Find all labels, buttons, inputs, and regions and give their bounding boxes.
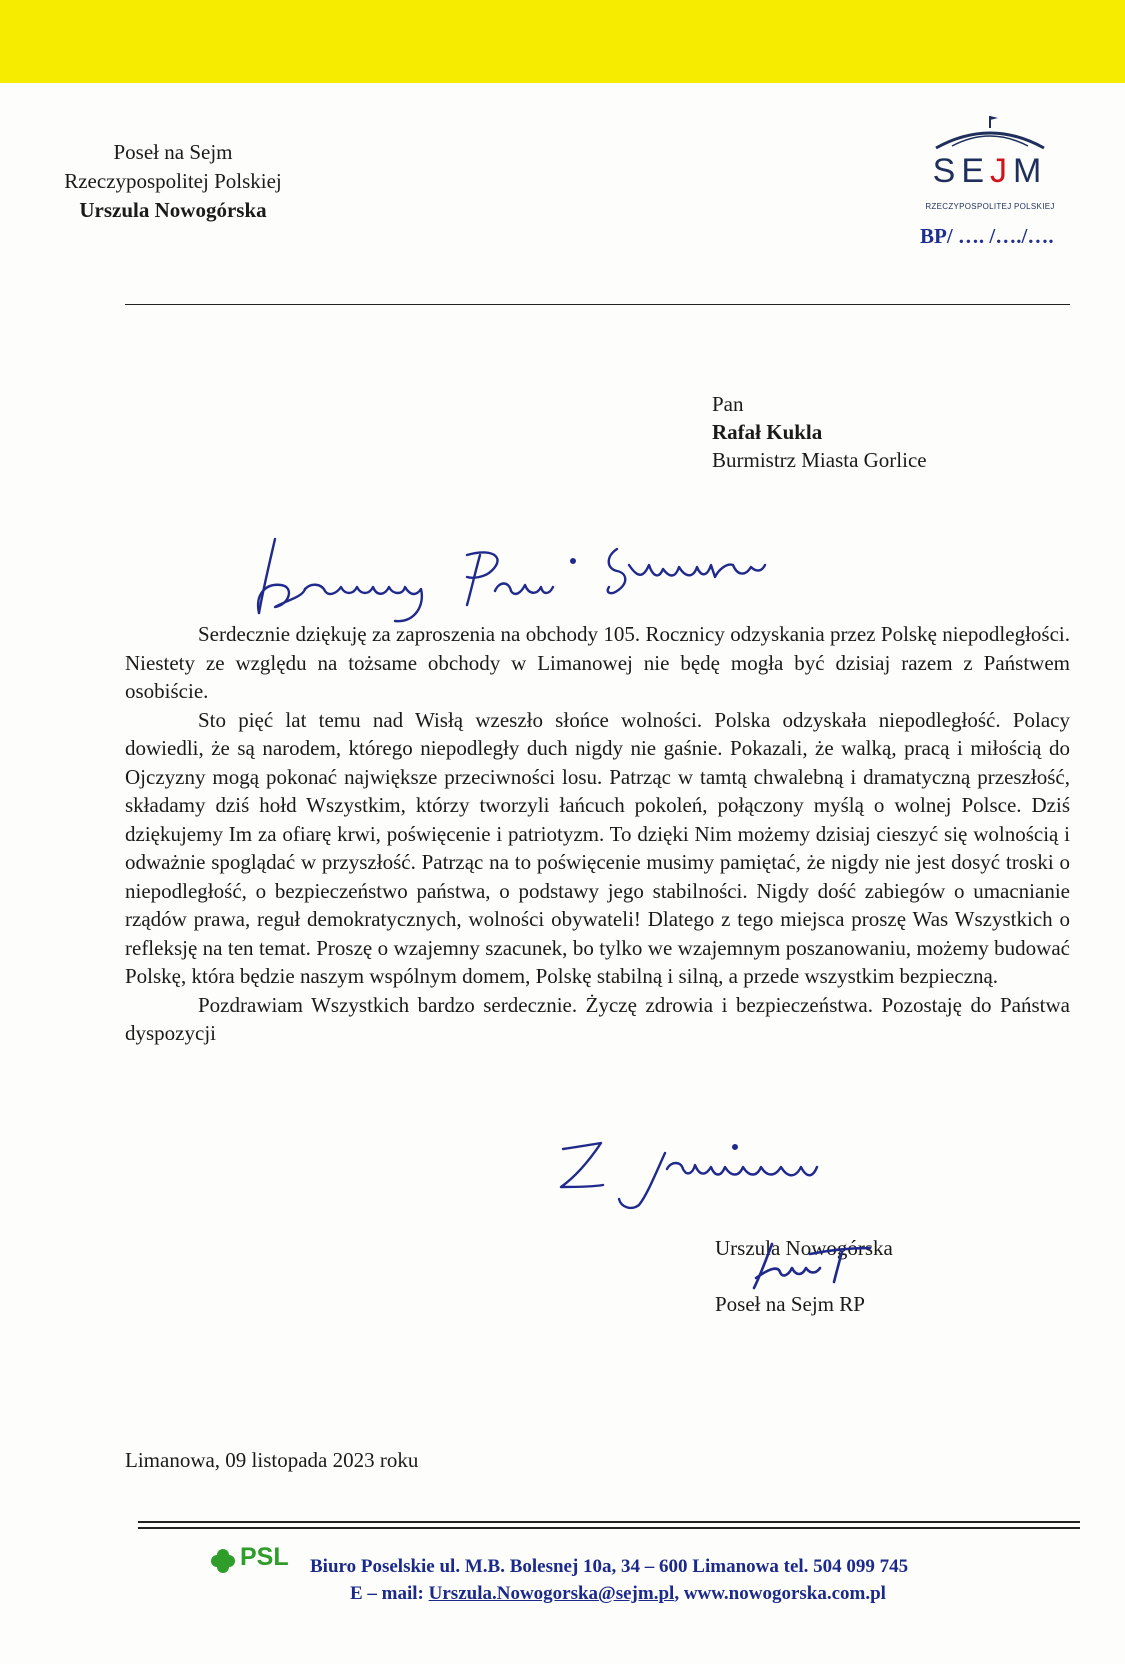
body-paragraph-1: Serdecznie dziękuję za zaproszenia na obchody 105. Rocznicy odzyskania przez Polskę niepodległości. Niestety ze względu na tożsame obchody w Limanowej nie będę mogła być dzisiaj razem z Państwem osobiście. bbox=[125, 622, 1070, 703]
body-paragraph-3: Pozdrawiam Wszystkich bardzo serdecznie. Życzę zdrowia i bezpieczeństwa. Pozostaję do Państwa dyspozycji bbox=[125, 992, 1070, 1045]
header-divider bbox=[125, 304, 1070, 305]
footer-address: Biuro Poselskie ul. M.B. Bolesnej 10a, 34 – 600 Limanowa tel. 504 099 745 bbox=[310, 1556, 909, 1577]
sejm-subtitle: RZECZYPOSPOLITEJ POLSKIEJ bbox=[925, 202, 1055, 211]
body-paragraph-2: Sto pięć lat temu nad Wisłą wzeszło słońce wolności. Polska odzyskała niepodległość. Polacy dowiedli, że są narodem, którego niepodległy duch nigdy nie gaśnie. Pokazali, że walką, pracą i miłością do Ojczyzny mogą pokonać największe przeciwności losu. Patrząc w tamtą chwalebną i dramatyczną przeszłość, składamy dziś hołd Wszystkim, którzy tworzyli łańcuch pokoleń, połączony myślą o wolnej Polsce. Dziś dziękujemy Im za ofiarę krwi, poświęcenie i patriotyzm. To dzięki Nim możemy dzisiaj cieszyć się wolnością i odważnie spoglądać w przyszłość. Patrząc na to poświęcenie musimy pamiętać, że nigdy nie jest dosyć troski o niepodległość, o bezpieczeństwo państwa, o podstawy jego stabilności. Nigdy dość zabiegów o umacnianie rządów prawa, reguł demokratycznych, wolności obywateli! Dlatego z tego miejsca proszę Was Wszystkich o refleksję na ten temat. Proszę o wzajemny szacunek, bo tylko we wzajemnym poszanowaniu, możemy budować Polskę, która będzie naszym wspólnym domem, Polskę stabilną i silną, a przede wszystkim bezpieczną. bbox=[125, 707, 1070, 988]
psl-logo bbox=[210, 1543, 289, 1579]
psl-wordmark: PSL bbox=[240, 1543, 289, 1571]
letter-body bbox=[125, 620, 1070, 1048]
email-link[interactable]: Urszula.Nowogorska@sejm.pl bbox=[428, 1583, 675, 1604]
signer-title: Poseł na Sejm RP bbox=[715, 1292, 865, 1316]
recipient-block bbox=[712, 390, 927, 474]
sender-line-2: Rzeczypospolitej Polskiej bbox=[64, 169, 282, 193]
sender-block bbox=[28, 138, 318, 225]
footer-divider-bottom bbox=[138, 1527, 1080, 1529]
website-link[interactable]: , www.nowogorska.com.pl bbox=[674, 1583, 886, 1604]
handwritten-salutation bbox=[245, 535, 865, 625]
top-yellow-band bbox=[0, 0, 1125, 83]
recipient-prefix: Pan bbox=[712, 392, 744, 416]
footer-divider-top bbox=[138, 1521, 1080, 1523]
footer-contact bbox=[310, 1553, 1070, 1607]
signer-name: Urszula Nowogórska bbox=[715, 1236, 893, 1260]
recipient-title: Burmistrz Miasta Gorlice bbox=[712, 448, 927, 472]
sejm-logo bbox=[920, 112, 1060, 222]
recipient-name: Rafał Kukla bbox=[712, 420, 823, 444]
handwritten-signature bbox=[750, 1238, 900, 1298]
handwritten-closing bbox=[555, 1135, 945, 1210]
footer-email-line: E – mail: Urszula.Nowogorska@sejm.pl, www.nowogorska.com.pl bbox=[350, 1583, 886, 1604]
letter-date: Limanowa, 09 listopada 2023 roku bbox=[125, 1448, 419, 1472]
reference-number: BP/ …. /…./…. bbox=[920, 224, 1054, 248]
sejm-wordmark: SEJM bbox=[932, 152, 1048, 190]
sender-name: Urszula Nowogórska bbox=[79, 198, 267, 222]
sejm-dome-icon bbox=[932, 112, 1048, 152]
sender-line-1: Poseł na Sejm bbox=[113, 140, 233, 164]
clover-icon bbox=[210, 1548, 236, 1574]
